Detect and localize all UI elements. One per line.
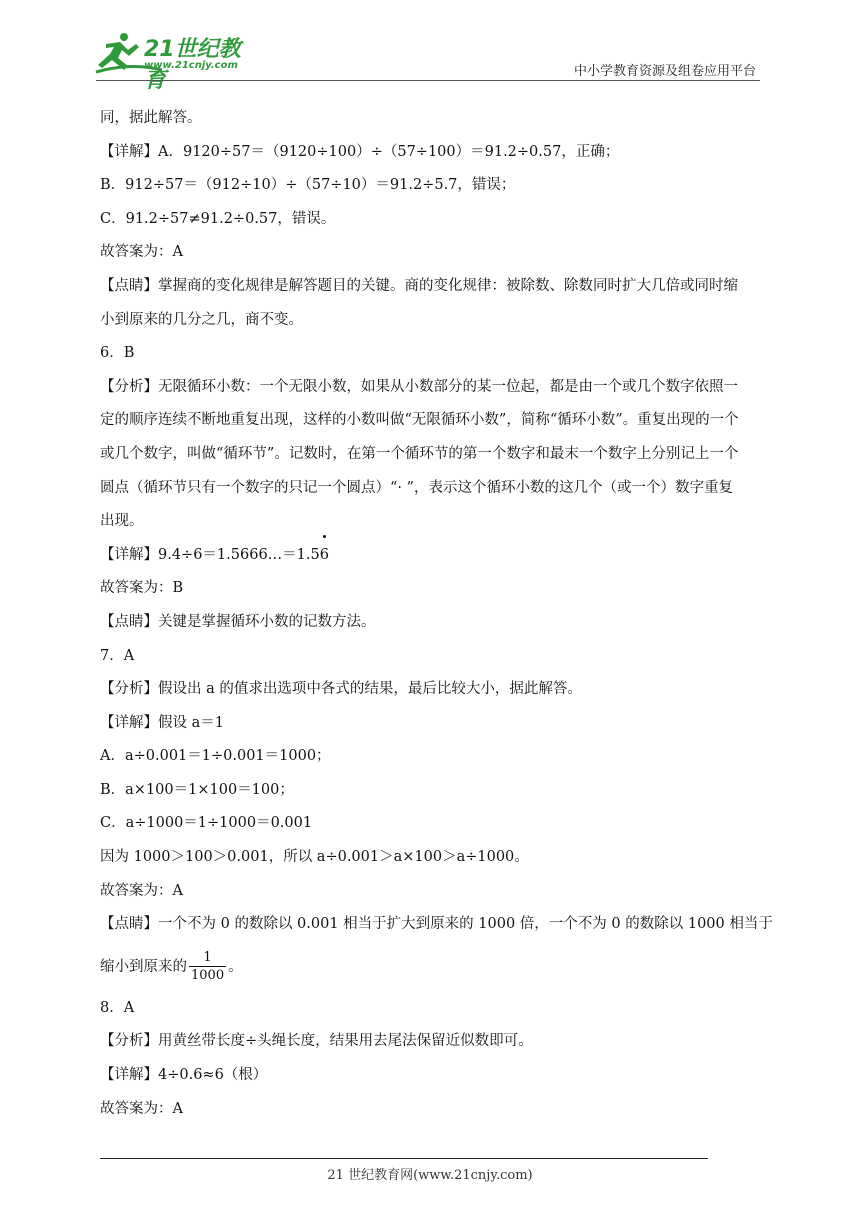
text-line: 因为 1000＞100＞0.001，所以 a÷0.001＞a×100＞a÷1000。 — [100, 849, 529, 866]
page-header — [0, 0, 860, 93]
text-line: 【详解】4÷0.6≈6（根） — [100, 1067, 268, 1084]
question-number: 6．B — [100, 345, 135, 362]
text-line: 【点睛】关键是掌握循环小数的记数方法。 — [100, 613, 376, 630]
text-line: B．912÷57＝（912÷10）÷（57÷10）＝91.2÷5.7，错误； — [100, 177, 516, 194]
text-line: C．a÷1000＝1÷1000＝0.001 — [100, 815, 313, 832]
text-line: 圆点（循环节只有一个数字的只记一个圆点）“· ”，表示这个循环小数的这几个（或一个）数字重复 — [100, 479, 734, 496]
text-line: 【点睛】一个不为 0 的数除以 0.001 相当于扩大到原来的 1000 倍，一个不为 0 的数除以 1000 相当于 — [100, 916, 773, 933]
logo-sub-text: www.21cnjy.com — [144, 60, 238, 71]
page-content — [100, 102, 773, 1126]
text-line: B．a×100＝1×100＝100； — [100, 781, 294, 798]
logo-main-text: 21世纪教育 — [144, 37, 241, 93]
header-divider — [96, 80, 760, 81]
fraction-denominator: 1000 — [191, 968, 225, 984]
detail-text: 【详解】9.4÷6＝1.5666…＝1.5 — [100, 546, 320, 563]
footer-text: 21 世纪教育网(www.21cnjy.com) — [327, 1168, 533, 1183]
text-line: 【分析】用黄丝带长度÷头绳长度，结果用去尾法保留近似数即可。 — [100, 1033, 533, 1050]
text-line: 故答案为：B — [100, 580, 184, 597]
text-line: 【分析】假设出 a 的值求出选项中各式的结果，最后比较大小，据此解答。 — [100, 681, 582, 698]
fraction — [189, 949, 226, 984]
text-line: C．91.2÷57≠91.2÷0.57，错误。 — [100, 210, 336, 227]
text-line: A．a÷0.001＝1÷0.001＝1000； — [100, 748, 331, 765]
footer-divider — [100, 1158, 708, 1159]
text-line: 定的顺序连续不断地重复出现，这样的小数叫做“无限循环小数”，简称“循环小数”。重复出现的一个 — [100, 412, 739, 429]
text-line: 故答案为：A — [100, 882, 183, 899]
text-line: 【点睛】掌握商的变化规律是解答题目的关键。商的变化规律：被除数、除数同时扩大几倍或同时缩 — [100, 277, 738, 294]
text-line — [100, 942, 764, 992]
header-platform-text: 中小学教育资源及组卷应用平台 — [573, 64, 756, 79]
fraction-suffix: 。 — [228, 958, 243, 975]
question-number: 7．A — [100, 647, 135, 664]
text-line: 故答案为：A — [100, 1100, 183, 1117]
text-line: 出现。 — [100, 513, 144, 530]
text-line: 或几个数字，叫做“循环节”。记数时，在第一个循环节的第一个数字和最末一个数字上分别记上一个 — [100, 445, 739, 462]
text-line: 同，据此解答。 — [100, 110, 202, 126]
repeating-digit-value: 6 — [319, 546, 329, 563]
text-line: 【详解】A．9120÷57＝（9120÷100）÷（57÷100）＝91.2÷0.57，正确； — [100, 143, 620, 160]
logo — [92, 30, 262, 93]
fraction-prefix: 缩小到原来的 — [100, 958, 187, 975]
text-line: 小到原来的几分之几，商不变。 — [100, 311, 303, 328]
fraction-numerator: 1 — [189, 949, 226, 967]
question-number: 8．A — [100, 999, 135, 1016]
text-line: 故答案为：A — [100, 244, 183, 261]
text-line — [100, 539, 764, 573]
repeating-digit — [320, 539, 329, 573]
text-line: 【分析】无限循环小数：一个无限小数，如果从小数部分的某一位起，都是由一个或几个数字依照一 — [100, 378, 738, 395]
text-line: 【详解】假设 a＝1 — [100, 714, 224, 731]
